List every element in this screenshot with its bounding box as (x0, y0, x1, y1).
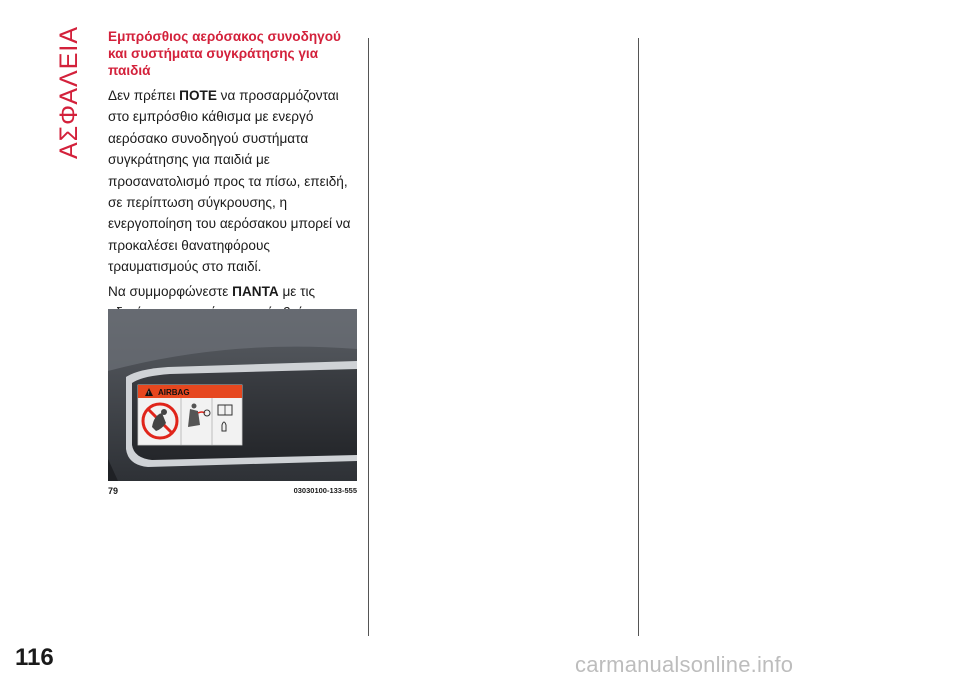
paragraph-never-emphasis: ΠΟΤΕ (179, 88, 217, 103)
page-number: 116 (15, 644, 54, 671)
paragraph-never (108, 85, 360, 278)
paragraph-always-emphasis: ΠΑΝΤΑ (232, 283, 279, 299)
left-column (108, 28, 360, 348)
paragraph-never-text: να προσαρμόζονται στο εμπρόσθιο κάθισμα με ενεργό αερόσακο συνοδηγού συστήματα συγκράτησης για παιδιά με προσανατολισμό προς τα πίσω, επειδή, σε περίπτωση σύγκρουσης, η ενεργοποίηση του αερόσακου μπορεί να προκαλέσει θανατηφόρους τραυματισμούς στο παιδί. (108, 88, 351, 275)
svg-text:!: ! (148, 391, 150, 397)
figure-number: 79 (108, 486, 119, 496)
section-title: Εμπρόσθιος αερόσακος συνοδηγού και συστήματα συγκράτησης για παιδιά (108, 29, 341, 78)
paragraph-always-prefix: Να συμμορφώνεστε (108, 283, 233, 299)
column-divider-2 (638, 38, 639, 636)
paragraph-always-text: με τις (282, 283, 316, 299)
column-divider-1 (368, 38, 369, 636)
sun-visor-illustration (108, 309, 357, 481)
sun-visor-airbag-label-photo (108, 309, 357, 481)
section-side-tab-label: ΑΣΦΑΛΕΙΑ (55, 25, 84, 160)
paragraph-never-prefix: Δεν πρέπει (108, 88, 180, 103)
airbag-label-text: AIRBAG (158, 388, 190, 397)
figure-code: 03030100-133-555 (293, 486, 357, 495)
section-side-tab (55, 25, 84, 160)
watermark-text: carmanualsonline.info (575, 652, 794, 677)
